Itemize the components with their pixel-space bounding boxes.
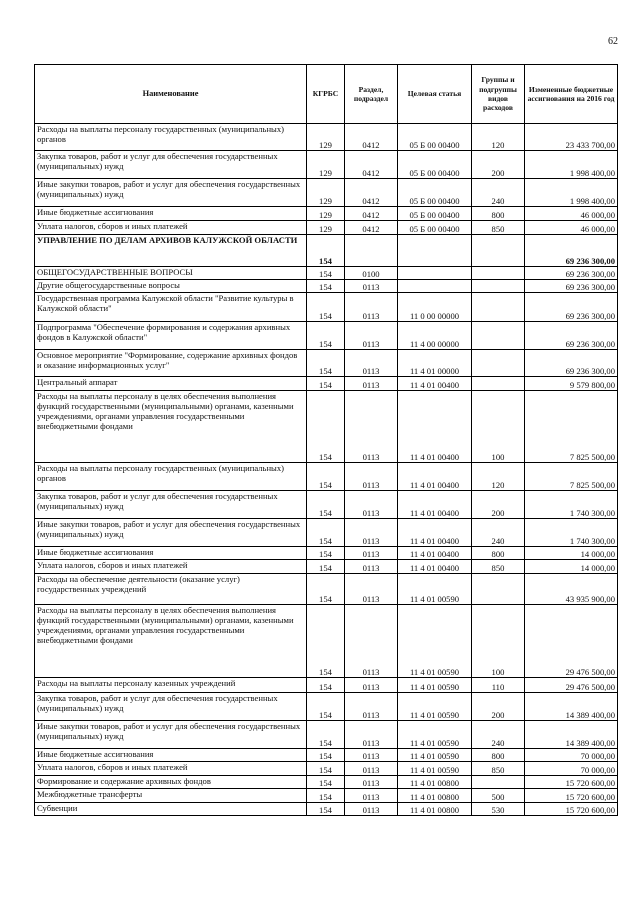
cell-name: Расходы на выплаты персоналу в целях обеспечения выполнения функций государственными (муниципальными) органами, казенными учреждениями, органами управления государственными внебюджетными фондами <box>35 605 307 678</box>
cell-group: 120 <box>472 463 525 491</box>
cell-amount: 69 236 300,00 <box>525 267 618 280</box>
cell-name: Закупка товаров, работ и услуг для обеспечения государственных (муниципальных) нужд <box>35 151 307 179</box>
table-row <box>35 762 618 776</box>
cell-target <box>398 235 472 267</box>
cell-section: 0113 <box>345 762 398 776</box>
cell-kgrbs: 129 <box>307 151 345 179</box>
cell-target: 11 4 01 00590 <box>398 749 472 762</box>
budget-table <box>34 64 618 816</box>
cell-section: 0113 <box>345 693 398 721</box>
cell-section: 0113 <box>345 280 398 293</box>
cell-kgrbs: 129 <box>307 207 345 221</box>
cell-amount: 1 740 300,00 <box>525 491 618 519</box>
table-row <box>35 124 618 151</box>
cell-kgrbs: 154 <box>307 776 345 789</box>
cell-kgrbs: 154 <box>307 574 345 605</box>
cell-amount: 29 476 500,00 <box>525 678 618 693</box>
cell-target: 11 4 01 00800 <box>398 789 472 803</box>
cell-target: 11 0 00 00000 <box>398 293 472 322</box>
header-target: Целевая статья <box>398 65 472 124</box>
cell-name: Центральный аппарат <box>35 377 307 391</box>
cell-target: 11 4 01 00590 <box>398 605 472 678</box>
cell-section <box>345 235 398 267</box>
table-row <box>35 803 618 816</box>
cell-kgrbs: 129 <box>307 124 345 151</box>
page-number: 62 <box>608 36 618 47</box>
cell-section: 0113 <box>345 547 398 560</box>
cell-group <box>472 377 525 391</box>
cell-amount: 14 000,00 <box>525 560 618 574</box>
table-header-row <box>35 65 618 124</box>
cell-group: 200 <box>472 693 525 721</box>
table-row <box>35 280 618 293</box>
cell-group: 530 <box>472 803 525 816</box>
cell-section: 0113 <box>345 789 398 803</box>
cell-kgrbs: 154 <box>307 721 345 749</box>
table-row <box>35 678 618 693</box>
cell-target: 11 4 01 00590 <box>398 574 472 605</box>
cell-name: Иные бюджетные ассигнования <box>35 207 307 221</box>
table-row <box>35 293 618 322</box>
table-row <box>35 789 618 803</box>
header-section: Раздел, подраздел <box>345 65 398 124</box>
cell-amount: 7 825 500,00 <box>525 463 618 491</box>
cell-name: Государственная программа Калужской области "Развитие культуры в Калужской области" <box>35 293 307 322</box>
cell-kgrbs: 154 <box>307 547 345 560</box>
cell-kgrbs: 154 <box>307 350 345 377</box>
cell-group <box>472 267 525 280</box>
table-row <box>35 605 618 678</box>
cell-kgrbs: 154 <box>307 519 345 547</box>
cell-name: Уплата налогов, сборов и иных платежей <box>35 762 307 776</box>
cell-kgrbs: 154 <box>307 280 345 293</box>
cell-kgrbs: 154 <box>307 267 345 280</box>
cell-group: 850 <box>472 762 525 776</box>
cell-kgrbs: 154 <box>307 391 345 463</box>
table-row <box>35 463 618 491</box>
table-row <box>35 267 618 280</box>
cell-kgrbs: 154 <box>307 322 345 350</box>
cell-target <box>398 267 472 280</box>
cell-target <box>398 280 472 293</box>
cell-section: 0113 <box>345 749 398 762</box>
cell-target: 11 4 01 00590 <box>398 693 472 721</box>
table-row <box>35 207 618 221</box>
table-row <box>35 749 618 762</box>
cell-target: 11 4 01 00400 <box>398 391 472 463</box>
cell-kgrbs: 154 <box>307 693 345 721</box>
cell-section: 0113 <box>345 605 398 678</box>
cell-name: Основное мероприятие "Формирование, содержание архивных фондов и оказание информационных услуг" <box>35 350 307 377</box>
cell-group: 120 <box>472 124 525 151</box>
table-row <box>35 377 618 391</box>
cell-name: Субвенции <box>35 803 307 816</box>
cell-section: 0113 <box>345 377 398 391</box>
cell-section: 0113 <box>345 491 398 519</box>
cell-section: 0113 <box>345 560 398 574</box>
cell-amount: 15 720 600,00 <box>525 776 618 789</box>
header-kgrbs: КГРБС <box>307 65 345 124</box>
table-row <box>35 693 618 721</box>
cell-amount: 69 236 300,00 <box>525 280 618 293</box>
cell-group: 500 <box>472 789 525 803</box>
cell-kgrbs: 129 <box>307 221 345 235</box>
table-row <box>35 391 618 463</box>
cell-group <box>472 235 525 267</box>
cell-target: 05 Б 00 00400 <box>398 179 472 207</box>
cell-section: 0100 <box>345 267 398 280</box>
cell-kgrbs: 154 <box>307 605 345 678</box>
cell-target: 05 Б 00 00400 <box>398 124 472 151</box>
cell-section: 0113 <box>345 574 398 605</box>
cell-group <box>472 293 525 322</box>
cell-target: 11 4 01 00590 <box>398 762 472 776</box>
cell-kgrbs: 154 <box>307 293 345 322</box>
cell-name: Расходы на выплаты персоналу в целях обеспечения выполнения функций государственными (муниципальными) органами, казенными учреждениями, органами управления государственными внебюджетными фондами <box>35 391 307 463</box>
cell-group: 240 <box>472 721 525 749</box>
cell-name: Расходы на выплаты персоналу государственных (муниципальных) органов <box>35 463 307 491</box>
cell-target: 05 Б 00 00400 <box>398 207 472 221</box>
cell-section: 0412 <box>345 124 398 151</box>
header-group: Группы и подгруппы видов расходов <box>472 65 525 124</box>
cell-group: 200 <box>472 151 525 179</box>
cell-name: Иные закупки товаров, работ и услуг для обеспечения государственных (муниципальных) нужд <box>35 179 307 207</box>
cell-name: ОБЩЕГОСУДАРСТВЕННЫЕ ВОПРОСЫ <box>35 267 307 280</box>
cell-section: 0412 <box>345 179 398 207</box>
cell-section: 0113 <box>345 293 398 322</box>
cell-target: 11 4 01 00800 <box>398 776 472 789</box>
cell-target: 11 4 01 00590 <box>398 678 472 693</box>
cell-name: УПРАВЛЕНИЕ ПО ДЕЛАМ АРХИВОВ КАЛУЖСКОЙ ОБЛАСТИ <box>35 235 307 267</box>
cell-name: Закупка товаров, работ и услуг для обеспечения государственных (муниципальных) нужд <box>35 491 307 519</box>
cell-group: 850 <box>472 221 525 235</box>
cell-amount: 7 825 500,00 <box>525 391 618 463</box>
cell-amount: 15 720 600,00 <box>525 803 618 816</box>
cell-section: 0113 <box>345 463 398 491</box>
table-row <box>35 519 618 547</box>
cell-amount: 46 000,00 <box>525 221 618 235</box>
cell-name: Расходы на выплаты персоналу казенных учреждений <box>35 678 307 693</box>
cell-section: 0412 <box>345 221 398 235</box>
cell-amount: 69 236 300,00 <box>525 322 618 350</box>
cell-group: 800 <box>472 207 525 221</box>
cell-group <box>472 280 525 293</box>
cell-amount: 70 000,00 <box>525 762 618 776</box>
cell-name: Расходы на выплаты персоналу государственных (муниципальных) органов <box>35 124 307 151</box>
cell-name: Иные бюджетные ассигнования <box>35 547 307 560</box>
cell-amount: 46 000,00 <box>525 207 618 221</box>
cell-name: Подпрограмма "Обеспечение формирования и содержания архивных фондов в Калужской области" <box>35 322 307 350</box>
table-row <box>35 322 618 350</box>
cell-amount: 1 740 300,00 <box>525 519 618 547</box>
cell-group: 800 <box>472 547 525 560</box>
cell-amount: 29 476 500,00 <box>525 605 618 678</box>
cell-kgrbs: 154 <box>307 491 345 519</box>
cell-section: 0113 <box>345 776 398 789</box>
cell-name: Другие общегосударственные вопросы <box>35 280 307 293</box>
cell-target: 05 Б 00 00400 <box>398 151 472 179</box>
cell-target: 11 4 01 00400 <box>398 377 472 391</box>
cell-amount: 1 998 400,00 <box>525 179 618 207</box>
cell-kgrbs: 154 <box>307 463 345 491</box>
cell-kgrbs: 154 <box>307 762 345 776</box>
cell-section: 0113 <box>345 803 398 816</box>
header-amount: Измененные бюджетные ассигнования на 2016 год <box>525 65 618 124</box>
cell-section: 0113 <box>345 350 398 377</box>
cell-group: 240 <box>472 179 525 207</box>
cell-group: 240 <box>472 519 525 547</box>
table-row <box>35 491 618 519</box>
cell-amount: 69 236 300,00 <box>525 350 618 377</box>
cell-amount: 23 433 700,00 <box>525 124 618 151</box>
cell-group <box>472 776 525 789</box>
cell-kgrbs: 154 <box>307 803 345 816</box>
cell-name: Уплата налогов, сборов и иных платежей <box>35 221 307 235</box>
cell-group: 100 <box>472 391 525 463</box>
cell-amount: 15 720 600,00 <box>525 789 618 803</box>
cell-kgrbs: 154 <box>307 235 345 267</box>
cell-group: 110 <box>472 678 525 693</box>
cell-kgrbs: 129 <box>307 179 345 207</box>
cell-amount: 14 389 400,00 <box>525 721 618 749</box>
cell-name: Иные бюджетные ассигнования <box>35 749 307 762</box>
cell-group: 800 <box>472 749 525 762</box>
table-row <box>35 179 618 207</box>
table-row <box>35 235 618 267</box>
table-row <box>35 776 618 789</box>
cell-section: 0113 <box>345 519 398 547</box>
cell-target: 11 4 01 00000 <box>398 350 472 377</box>
cell-amount: 9 579 800,00 <box>525 377 618 391</box>
table-row <box>35 547 618 560</box>
cell-section: 0113 <box>345 721 398 749</box>
cell-name: Уплата налогов, сборов и иных платежей <box>35 560 307 574</box>
cell-section: 0113 <box>345 678 398 693</box>
cell-name: Межбюджетные трансферты <box>35 789 307 803</box>
cell-amount: 1 998 400,00 <box>525 151 618 179</box>
cell-group <box>472 574 525 605</box>
cell-group <box>472 350 525 377</box>
cell-name: Расходы на обеспечение деятельности (оказание услуг) государственных учреждений <box>35 574 307 605</box>
table-row <box>35 560 618 574</box>
cell-group: 100 <box>472 605 525 678</box>
cell-section: 0412 <box>345 151 398 179</box>
cell-target: 05 Б 00 00400 <box>398 221 472 235</box>
cell-name: Закупка товаров, работ и услуг для обеспечения государственных (муниципальных) нужд <box>35 693 307 721</box>
cell-amount: 69 236 300,00 <box>525 235 618 267</box>
cell-target: 11 4 01 00400 <box>398 463 472 491</box>
cell-kgrbs: 154 <box>307 560 345 574</box>
cell-group <box>472 322 525 350</box>
cell-name: Иные закупки товаров, работ и услуг для обеспечения государственных (муниципальных) нужд <box>35 721 307 749</box>
table-row <box>35 721 618 749</box>
table-row <box>35 574 618 605</box>
cell-target: 11 4 01 00800 <box>398 803 472 816</box>
cell-amount: 43 935 900,00 <box>525 574 618 605</box>
cell-amount: 14 000,00 <box>525 547 618 560</box>
cell-kgrbs: 154 <box>307 749 345 762</box>
cell-group: 200 <box>472 491 525 519</box>
cell-target: 11 4 00 00000 <box>398 322 472 350</box>
cell-section: 0412 <box>345 207 398 221</box>
table-row <box>35 221 618 235</box>
cell-section: 0113 <box>345 391 398 463</box>
cell-amount: 14 389 400,00 <box>525 693 618 721</box>
cell-target: 11 4 01 00590 <box>398 721 472 749</box>
cell-target: 11 4 01 00400 <box>398 547 472 560</box>
cell-section: 0113 <box>345 322 398 350</box>
cell-kgrbs: 154 <box>307 377 345 391</box>
cell-name: Иные закупки товаров, работ и услуг для обеспечения государственных (муниципальных) нужд <box>35 519 307 547</box>
cell-target: 11 4 01 00400 <box>398 491 472 519</box>
cell-group: 850 <box>472 560 525 574</box>
cell-amount: 70 000,00 <box>525 749 618 762</box>
cell-target: 11 4 01 00400 <box>398 560 472 574</box>
cell-target: 11 4 01 00400 <box>398 519 472 547</box>
table-row <box>35 151 618 179</box>
cell-name: Формирование и содержание архивных фондов <box>35 776 307 789</box>
cell-kgrbs: 154 <box>307 678 345 693</box>
header-name: Наименование <box>35 65 307 124</box>
table-row <box>35 350 618 377</box>
cell-kgrbs: 154 <box>307 789 345 803</box>
cell-amount: 69 236 300,00 <box>525 293 618 322</box>
